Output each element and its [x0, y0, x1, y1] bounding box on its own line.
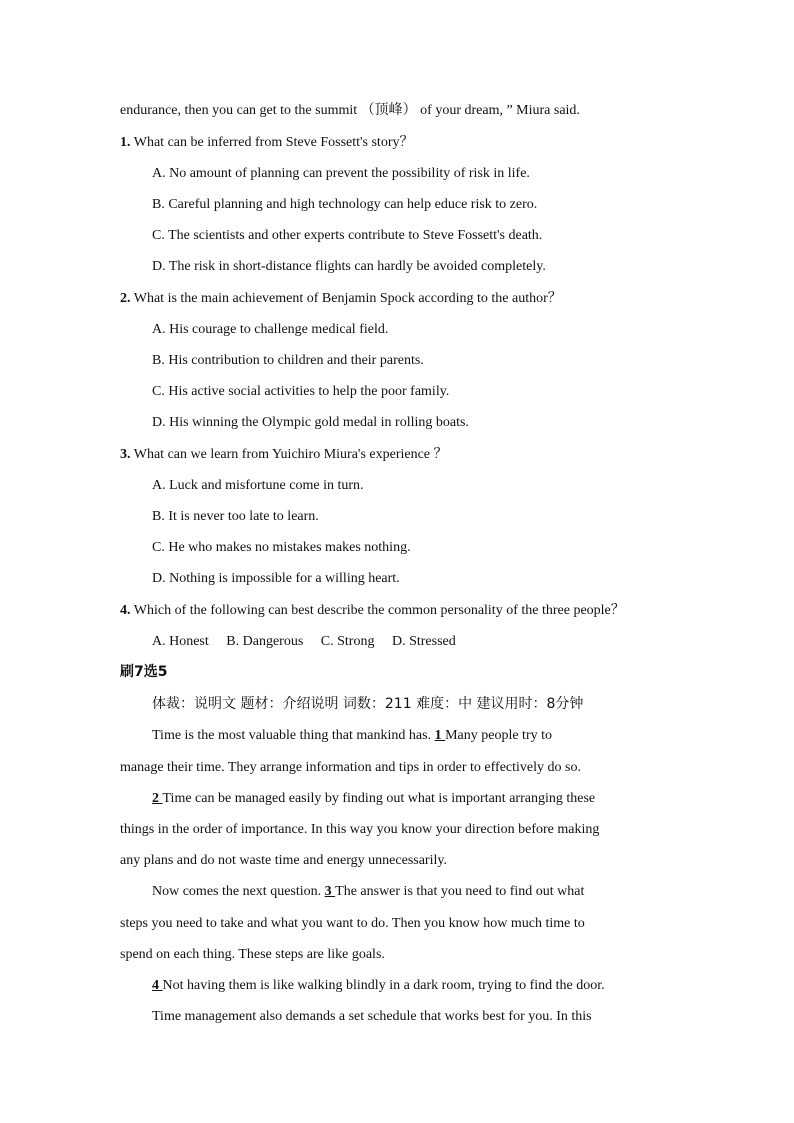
question-number: 4.: [120, 603, 131, 618]
option-1d: D. The risk in short-distance flights can hardly be avoided completely.: [152, 259, 546, 274]
option-4d: D. Stressed: [391, 634, 456, 649]
blank-4: 4: [152, 978, 163, 993]
question-1: [120, 133, 674, 153]
option-1c: C. The scientists and other experts contribute to Steve Fossett's death.: [152, 228, 543, 243]
intro-line: endurance, then you can get to the summit （顶峰） of your dream, ” Miura said.: [120, 103, 580, 118]
option-4a: A. Honest: [152, 634, 209, 649]
passage-p3-line3: spend on each thing. These steps are like goals.: [120, 947, 385, 962]
option-2b: B. His contribution to children and their parents.: [152, 353, 424, 368]
question-2: [120, 289, 674, 309]
passage-text: Now comes the next question.: [152, 884, 322, 899]
option-3d: D. Nothing is impossible for a willing heart.: [152, 571, 400, 586]
passage-text: Time can be managed easily by finding out what is important arranging these: [162, 791, 596, 806]
question-stem: Which of the following can best describe the common personality of the three people？: [133, 603, 625, 618]
question-4: [120, 601, 674, 621]
question-number: 3.: [120, 447, 131, 462]
question-stem: What can we learn from Yuichiro Miura's experience ？: [133, 447, 448, 462]
passage-text: The answer is that you need to find out what: [335, 884, 585, 899]
question-stem: What is the main achievement of Benjamin Spock according to the author？: [133, 291, 562, 306]
option-2c: C. His active social activities to help the poor family.: [152, 384, 450, 399]
option-4c: C. Strong: [320, 634, 375, 649]
passage-p3-line2: steps you need to take and what you want to do. Then you know how much time to: [120, 916, 585, 931]
question-number: 1.: [120, 135, 131, 150]
passage-p2-line3: any plans and do not waste time and energy unnecessarily.: [120, 853, 447, 868]
passage-p4-line1: [152, 976, 674, 996]
passage-p3-line1: [152, 882, 674, 902]
passage-text: Time is the most valuable thing that mankind has.: [152, 728, 432, 743]
blank-3: 3: [324, 884, 336, 899]
passage-p2-line1: [152, 789, 674, 809]
passage-p2-line2: things in the order of importance. In this way you know your direction before making: [120, 822, 600, 837]
passage-p5-line1: Time management also demands a set schedule that works best for you. In this: [152, 1009, 592, 1024]
option-4b: B. Dangerous: [226, 634, 304, 649]
question-3: [120, 445, 674, 465]
question-stem: What can be inferred from Steve Fossett's story？: [133, 135, 414, 150]
passage-text: Not having them is like walking blindly in a dark room, trying to find the door.: [162, 978, 605, 993]
section-title: 刷7选5: [120, 664, 168, 680]
option-3c: C. He who makes no mistakes makes nothing.: [152, 540, 411, 555]
passage-p1-line2: manage their time. They arrange information and tips in order to effectively do so.: [120, 760, 581, 775]
option-2a: A. His courage to challenge medical field.: [152, 322, 389, 337]
option-1b: B. Careful planning and high technology can help educe risk to zero.: [152, 197, 538, 212]
passage-p1-line1: [152, 726, 674, 746]
blank-1: 1: [434, 728, 446, 743]
passage-text: Many people try to: [445, 728, 552, 743]
question-number: 2.: [120, 291, 131, 306]
options-row-4: [152, 632, 674, 652]
option-1a: A. No amount of planning can prevent the possibility of risk in life.: [152, 166, 530, 181]
blank-2: 2: [152, 791, 163, 806]
option-3b: B. It is never too late to learn.: [152, 509, 319, 524]
option-2d: D. His winning the Olympic gold medal in rolling boats.: [152, 415, 469, 430]
meta-line: 体裁：说明文 题材：介绍说明 词数：211 难度：中 建议用时：8分钟: [152, 696, 584, 712]
option-3a: A. Luck and misfortune come in turn.: [152, 478, 364, 493]
